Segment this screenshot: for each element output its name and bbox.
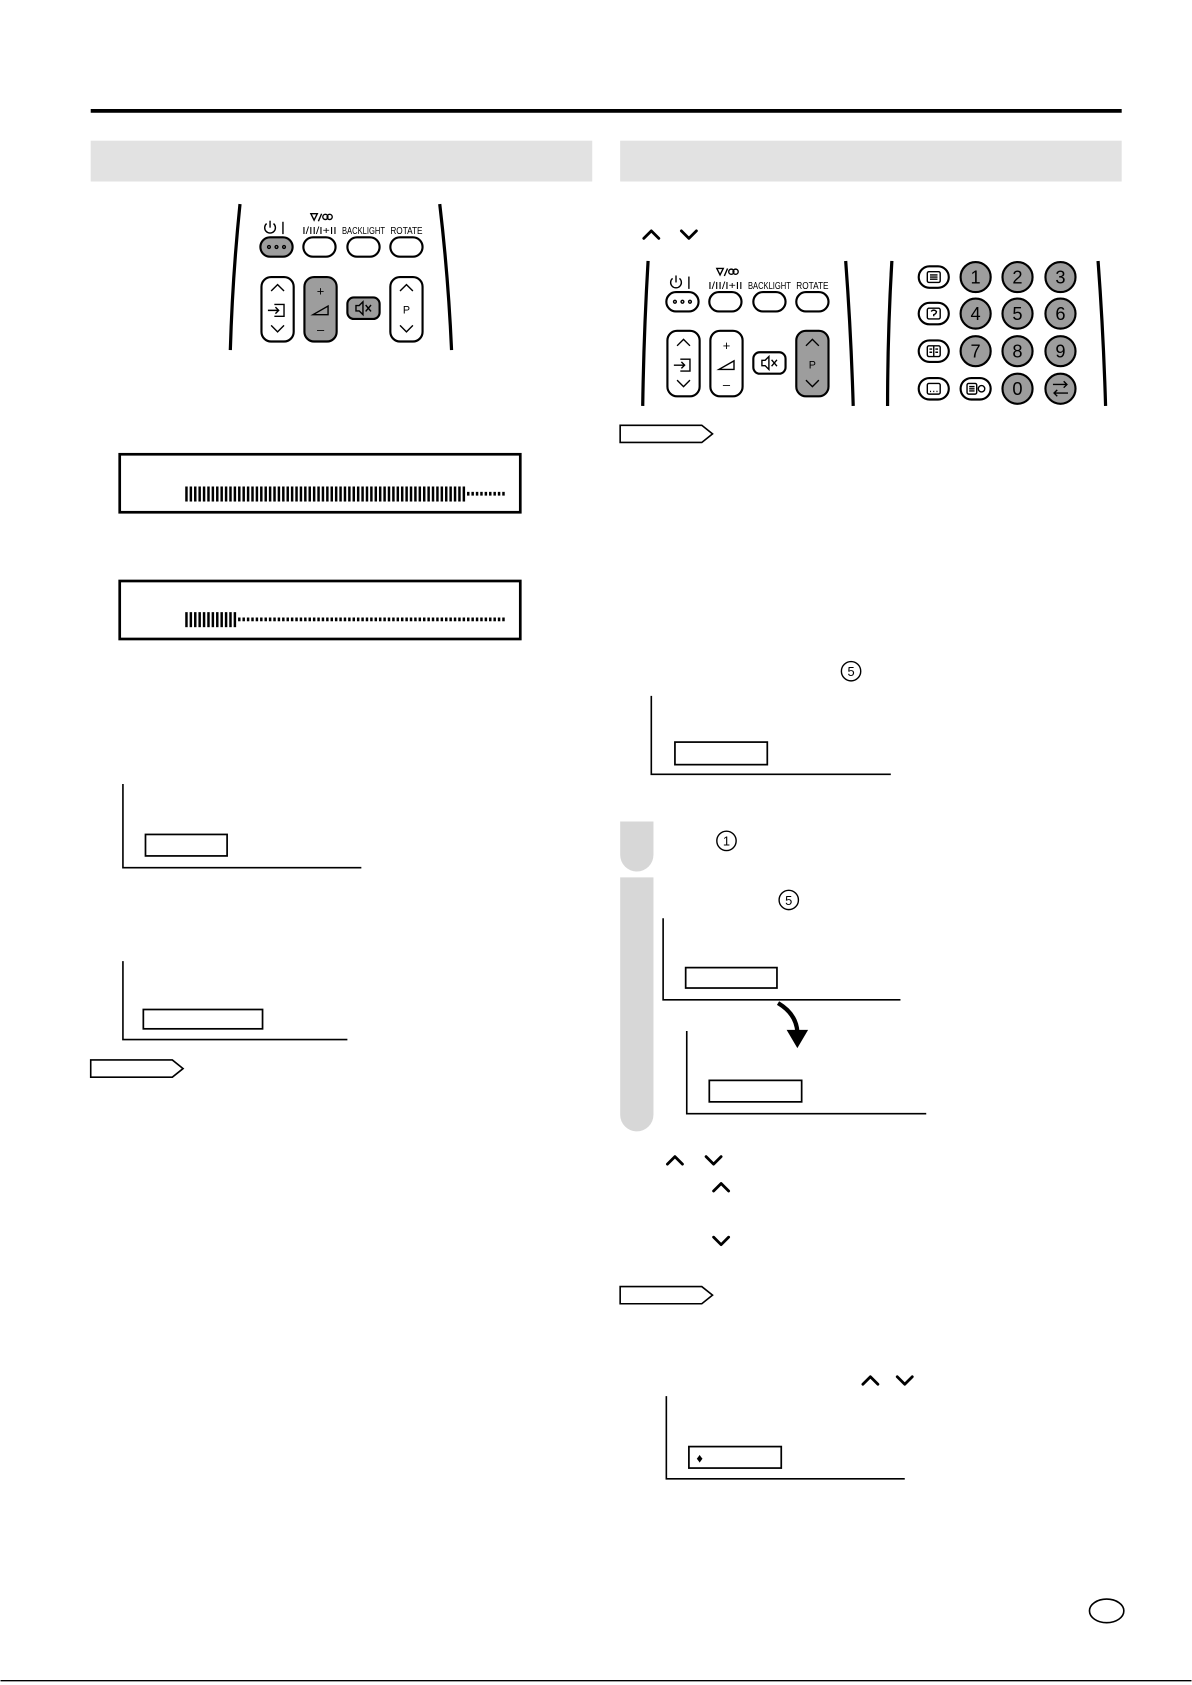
level-bar-segment-filled bbox=[309, 486, 311, 501]
level-bar-segment-empty bbox=[357, 618, 359, 622]
index-icon-lines bbox=[969, 387, 974, 391]
level-bar-segment-filled bbox=[405, 486, 407, 501]
level-bar-segment-empty bbox=[300, 618, 302, 622]
level-bar-segment-filled bbox=[353, 486, 355, 501]
level-bar-segment-filled bbox=[220, 612, 222, 627]
level-bar-segment-filled bbox=[251, 486, 253, 501]
sound-mode-label: I/II/I+II bbox=[302, 226, 337, 238]
level-display-frame bbox=[120, 454, 521, 512]
level-bar-segment-filled bbox=[216, 486, 218, 501]
level-bar-segment-filled bbox=[216, 612, 218, 627]
level-bar-segment-filled bbox=[207, 486, 209, 501]
power-button-body bbox=[666, 292, 698, 311]
circled-key bbox=[841, 662, 860, 681]
osd-display-frame bbox=[123, 961, 347, 1039]
volume-minus-label: – bbox=[316, 321, 325, 337]
input-rocker bbox=[261, 277, 293, 341]
level-bar-segment-filled bbox=[357, 486, 359, 501]
level-bar-segment-filled bbox=[291, 486, 293, 501]
level-bar-segment-filled bbox=[397, 486, 399, 501]
curved-arrow-shaft bbox=[778, 1003, 797, 1032]
level-bar-segment-filled bbox=[361, 486, 363, 501]
power-button bbox=[260, 237, 292, 256]
osd-display-frame bbox=[687, 1031, 926, 1114]
reveal-button-body bbox=[919, 303, 949, 324]
level-bar-segment-empty bbox=[335, 618, 337, 622]
level-bar-segment-filled bbox=[190, 612, 192, 627]
right-section-header-bar bbox=[620, 141, 1122, 182]
curved-arrow-head bbox=[787, 1030, 808, 1048]
digit-key-label: 7 bbox=[970, 340, 981, 362]
remote-illustration-left bbox=[230, 204, 451, 350]
chevron-up-icon bbox=[714, 1183, 729, 1191]
backlight-label: BACKLIGHT bbox=[747, 280, 791, 292]
level-bar-segment-empty bbox=[339, 618, 341, 622]
level-bar-segment-empty bbox=[322, 618, 324, 622]
level-bar-segment-filled bbox=[194, 612, 196, 627]
rotate-button bbox=[796, 292, 828, 311]
level-bar-segment-filled bbox=[203, 486, 205, 501]
level-bar-segment-filled bbox=[194, 486, 196, 501]
note-tag bbox=[620, 425, 712, 442]
power-icon bbox=[671, 275, 682, 287]
level-bar-segment-empty bbox=[379, 618, 381, 622]
level-bar-segment-empty bbox=[304, 618, 306, 622]
level-bar-segment-empty bbox=[471, 618, 473, 622]
backlight-button bbox=[753, 292, 785, 311]
level-bar-segment-empty bbox=[489, 618, 491, 622]
volume-minus-label: – bbox=[722, 376, 731, 392]
level-bar-segment-filled bbox=[185, 486, 187, 501]
level-bar-segment-empty bbox=[414, 618, 416, 622]
chevron-up-icon bbox=[863, 1377, 878, 1385]
level-bar-segment-empty bbox=[344, 618, 346, 622]
mute-button bbox=[753, 352, 785, 373]
chevron-down-icon bbox=[897, 1377, 912, 1385]
volume-plus-label: + bbox=[722, 338, 731, 354]
level-bar-segment-empty bbox=[366, 618, 368, 622]
subtitle-button bbox=[919, 378, 949, 399]
index-button bbox=[961, 378, 991, 399]
sound-mode-icon-triangle bbox=[717, 268, 723, 274]
osd-box bbox=[145, 834, 227, 855]
power-button-body bbox=[260, 237, 292, 256]
digit-key-4 bbox=[961, 299, 991, 329]
level-bar-segment-filled bbox=[401, 486, 403, 501]
level-bar-segment-filled bbox=[375, 486, 377, 501]
osd-display-frame bbox=[666, 1396, 904, 1479]
level-bar-segment-filled bbox=[348, 486, 350, 501]
level-bar-segment-empty bbox=[242, 618, 244, 622]
level-bar-segment-filled bbox=[441, 486, 443, 501]
input-rocker bbox=[667, 331, 699, 397]
program-rocker bbox=[796, 331, 828, 397]
level-bar-segment-empty bbox=[326, 618, 328, 622]
level-bar-segment-empty bbox=[419, 618, 421, 622]
sound-mode-icon-triangle bbox=[311, 214, 317, 220]
level-bar-segment-empty bbox=[375, 618, 377, 622]
level-bar-segment-empty bbox=[480, 618, 482, 622]
remote-body-edge-right bbox=[846, 261, 854, 406]
digit-key-label: 8 bbox=[1012, 340, 1023, 362]
volume-plus-label: + bbox=[316, 283, 325, 299]
sound-mode-icon bbox=[311, 214, 332, 222]
osd-box bbox=[709, 1080, 801, 1101]
circled-key-label: 5 bbox=[785, 892, 793, 908]
level-bar-segment-filled bbox=[326, 486, 328, 501]
volume-rocker bbox=[710, 331, 742, 397]
subpage-button bbox=[919, 340, 949, 361]
osd-marker: ♦ bbox=[696, 1450, 703, 1466]
level-bar-segment-filled bbox=[454, 486, 456, 501]
level-bar-segment-empty bbox=[441, 618, 443, 622]
level-bar-segment-filled bbox=[207, 612, 209, 627]
level-bar-segment-filled bbox=[286, 486, 288, 501]
level-bar-segment-empty bbox=[392, 618, 394, 622]
program-label: P bbox=[808, 359, 816, 372]
osd-box bbox=[675, 742, 767, 765]
program-rocker bbox=[390, 277, 422, 341]
level-bar-segment-filled bbox=[463, 486, 465, 501]
level-bar-segment-empty bbox=[264, 618, 266, 622]
level-bar bbox=[185, 486, 504, 501]
level-display-1 bbox=[120, 454, 521, 512]
teletext-button bbox=[919, 266, 949, 287]
level-bar-segment-empty bbox=[309, 618, 311, 622]
level-bar-segment-empty bbox=[317, 618, 319, 622]
level-bar-segment-filled bbox=[198, 612, 200, 627]
level-bar-segment-empty bbox=[427, 618, 429, 622]
level-bar-segment-empty bbox=[291, 618, 293, 622]
level-bar-segment-filled bbox=[366, 486, 368, 501]
subtitle-button-body bbox=[919, 378, 949, 399]
level-bar-segment-filled bbox=[445, 486, 447, 501]
level-bar-segment-empty bbox=[370, 618, 372, 622]
level-bar-segment-filled bbox=[256, 486, 258, 501]
sound-mode-icon bbox=[717, 268, 738, 276]
level-bar-segment-empty bbox=[247, 618, 249, 622]
level-bar-segment-empty bbox=[282, 618, 284, 622]
level-bar-segment-filled bbox=[379, 486, 381, 501]
flashback-button-body bbox=[1045, 374, 1075, 404]
level-bar-segment-filled bbox=[247, 486, 249, 501]
level-bar-segment-filled bbox=[370, 486, 372, 501]
circled-key-label: 1 bbox=[722, 833, 731, 849]
level-bar-segment-empty bbox=[489, 492, 491, 496]
level-bar-segment-empty bbox=[436, 618, 438, 622]
level-bar-segment-filled bbox=[331, 486, 333, 501]
reveal-button bbox=[919, 303, 949, 324]
sound-mode-icon-slash bbox=[318, 214, 321, 222]
digit-key-6 bbox=[1045, 299, 1075, 329]
level-bar-segment-filled bbox=[278, 486, 280, 501]
digit-key-9 bbox=[1045, 336, 1075, 366]
chevron-up-icon bbox=[644, 231, 659, 239]
page-number-oval bbox=[1089, 1599, 1123, 1623]
level-bar-segment-empty bbox=[361, 618, 363, 622]
circled-key-label: 5 bbox=[847, 664, 855, 680]
level-bar-segment-empty bbox=[498, 492, 500, 496]
digit-key-3 bbox=[1045, 262, 1075, 292]
level-bar-segment-filled bbox=[388, 486, 390, 501]
digit-key-8 bbox=[1002, 336, 1032, 366]
note-tag bbox=[91, 1060, 183, 1077]
level-bar-segment-filled bbox=[313, 486, 315, 501]
level-bar-segment-empty bbox=[498, 618, 500, 622]
level-bar-segment-empty bbox=[458, 618, 460, 622]
digit-key-7 bbox=[961, 336, 991, 366]
digit-key-label: 5 bbox=[1012, 303, 1023, 325]
level-bar-segment-filled bbox=[458, 486, 460, 501]
chevron-down-icon bbox=[681, 231, 696, 239]
level-bar-segment-filled bbox=[269, 486, 271, 501]
digit-key-0 bbox=[1002, 374, 1032, 404]
step-tab-1 bbox=[620, 822, 653, 872]
level-bar-segment-filled bbox=[212, 612, 214, 627]
digit-key-label: 3 bbox=[1055, 266, 1066, 288]
digit-key-label: 0 bbox=[1012, 378, 1023, 400]
level-bar-segment-empty bbox=[463, 618, 465, 622]
level-bar-segment-filled bbox=[317, 486, 319, 501]
level-bar-segment-empty bbox=[480, 492, 482, 496]
level-bar-segment-empty bbox=[278, 618, 280, 622]
level-bar-segment-empty bbox=[269, 618, 271, 622]
digit-key-label: 6 bbox=[1055, 303, 1066, 325]
chevron-down-icon bbox=[714, 1237, 729, 1245]
circled-key bbox=[779, 890, 798, 909]
level-bar-segment-filled bbox=[322, 486, 324, 501]
osd-box bbox=[686, 968, 777, 988]
power-button bbox=[666, 292, 698, 311]
level-bar-segment-filled bbox=[339, 486, 341, 501]
index-button-body bbox=[961, 378, 991, 399]
mute-button bbox=[347, 297, 379, 318]
level-bar-segment-filled bbox=[410, 486, 412, 501]
level-bar-segment-empty bbox=[467, 492, 469, 496]
level-bar-segment-empty bbox=[493, 492, 495, 496]
level-bar-segment-filled bbox=[198, 486, 200, 501]
level-bar-segment-filled bbox=[234, 486, 236, 501]
level-bar-segment-empty bbox=[445, 618, 447, 622]
level-bar-segment-empty bbox=[401, 618, 403, 622]
remote-body-edge-left bbox=[643, 261, 648, 406]
teletext-icon-lines bbox=[930, 275, 938, 279]
keypad-body-edge-right bbox=[1098, 261, 1106, 406]
chevron-down-icon bbox=[706, 1157, 721, 1165]
level-bar-segment-filled bbox=[423, 486, 425, 501]
curved-arrow-icon bbox=[778, 1003, 808, 1048]
level-bar-segment-filled bbox=[414, 486, 416, 501]
level-bar-segment-filled bbox=[185, 612, 187, 627]
level-bar-segment-empty bbox=[502, 492, 504, 496]
level-bar-segment-filled bbox=[427, 486, 429, 501]
level-bar-segment-empty bbox=[485, 618, 487, 622]
level-bar-segment-filled bbox=[220, 486, 222, 501]
level-bar-segment-empty bbox=[476, 618, 478, 622]
sound-mode-label: I/II/I+II bbox=[708, 280, 743, 292]
level-bar-segment-empty bbox=[383, 618, 385, 622]
level-bar-segment-filled bbox=[304, 486, 306, 501]
remote-body-edge-right bbox=[440, 204, 452, 350]
rotate-button bbox=[390, 237, 422, 256]
level-bar-segment-filled bbox=[229, 486, 231, 501]
level-bar-segment-filled bbox=[432, 486, 434, 501]
level-bar-segment-filled bbox=[300, 486, 302, 501]
digit-key-5 bbox=[1002, 299, 1032, 329]
level-bar-segment-empty bbox=[313, 618, 315, 622]
power-icon bbox=[265, 221, 276, 233]
backlight-label: BACKLIGHT bbox=[342, 226, 386, 238]
level-bar-segment-empty bbox=[454, 618, 456, 622]
level-bar bbox=[185, 612, 504, 627]
level-bar-segment-filled bbox=[260, 486, 262, 501]
level-bar-segment-filled bbox=[225, 486, 227, 501]
keypad-illustration bbox=[888, 261, 1106, 406]
level-bar-segment-empty bbox=[502, 618, 504, 622]
osd-box bbox=[143, 1009, 262, 1028]
digit-key-label: 2 bbox=[1012, 266, 1023, 288]
level-bar-segment-empty bbox=[286, 618, 288, 622]
level-bar-segment-empty bbox=[256, 618, 258, 622]
level-bar-segment-filled bbox=[212, 486, 214, 501]
level-bar-segment-filled bbox=[392, 486, 394, 501]
step-tab-2 bbox=[620, 877, 653, 1131]
level-bar-segment-empty bbox=[238, 618, 240, 622]
digit-key-label: 1 bbox=[970, 266, 981, 288]
keypad-body-edge-left bbox=[888, 261, 892, 406]
sound-mode-button bbox=[303, 237, 335, 256]
level-bar-segment-empty bbox=[260, 618, 262, 622]
flashback-button bbox=[1045, 374, 1075, 404]
level-bar-segment-empty bbox=[251, 618, 253, 622]
osd-display-frame bbox=[651, 696, 890, 774]
level-bar-segment-empty bbox=[388, 618, 390, 622]
level-bar-segment-empty bbox=[397, 618, 399, 622]
level-bar-segment-empty bbox=[423, 618, 425, 622]
level-bar-segment-filled bbox=[273, 486, 275, 501]
top-rule bbox=[91, 109, 1122, 113]
digit-key-2 bbox=[1002, 262, 1032, 292]
level-bar-segment-empty bbox=[471, 492, 473, 496]
level-bar-segment-filled bbox=[282, 486, 284, 501]
level-bar-segment-filled bbox=[344, 486, 346, 501]
level-bar-segment-empty bbox=[348, 618, 350, 622]
level-bar-segment-filled bbox=[264, 486, 266, 501]
level-display-frame bbox=[120, 581, 521, 639]
level-bar-segment-empty bbox=[295, 618, 297, 622]
left-section-header-bar bbox=[91, 141, 593, 182]
level-bar-segment-filled bbox=[383, 486, 385, 501]
level-bar-segment-empty bbox=[273, 618, 275, 622]
level-bar-segment-filled bbox=[419, 486, 421, 501]
level-bar-segment-filled bbox=[225, 612, 227, 627]
sound-mode-icon-slash bbox=[724, 268, 727, 276]
level-bar-segment-filled bbox=[203, 612, 205, 627]
circled-key bbox=[717, 831, 736, 850]
remote-illustration-right bbox=[666, 268, 829, 396]
chevron-up-icon bbox=[667, 1157, 682, 1165]
level-bar-segment-filled bbox=[229, 612, 231, 627]
digit-key-1 bbox=[961, 262, 991, 292]
rotate-label: ROTATE bbox=[796, 280, 829, 292]
volume-rocker bbox=[304, 277, 336, 341]
remote-body-edge-left bbox=[230, 204, 240, 350]
level-bar-segment-filled bbox=[295, 486, 297, 501]
rotate-label: ROTATE bbox=[390, 226, 424, 238]
program-label: P bbox=[402, 304, 411, 317]
level-bar-segment-empty bbox=[476, 492, 478, 496]
level-bar-segment-empty bbox=[353, 618, 355, 622]
level-bar-segment-empty bbox=[493, 618, 495, 622]
osd-display-frame bbox=[123, 784, 361, 868]
level-bar-segment-empty bbox=[467, 618, 469, 622]
level-bar-segment-filled bbox=[234, 612, 236, 627]
level-bar-segment-empty bbox=[432, 618, 434, 622]
digit-key-label: 4 bbox=[970, 303, 981, 325]
sound-mode-button bbox=[709, 292, 741, 311]
level-bar-segment-filled bbox=[335, 486, 337, 501]
note-tag bbox=[620, 1287, 712, 1304]
level-bar-segment-empty bbox=[410, 618, 412, 622]
level-bar-segment-filled bbox=[238, 486, 240, 501]
level-bar-segment-filled bbox=[190, 486, 192, 501]
level-display-2 bbox=[120, 581, 521, 639]
level-bar-segment-filled bbox=[242, 486, 244, 501]
level-bar-segment-filled bbox=[436, 486, 438, 501]
level-bar-segment-empty bbox=[331, 618, 333, 622]
digit-key-label: 9 bbox=[1055, 340, 1066, 362]
osd-display-frame bbox=[663, 918, 900, 1000]
level-bar-segment-empty bbox=[405, 618, 407, 622]
backlight-button bbox=[347, 237, 379, 256]
level-bar-segment-filled bbox=[449, 486, 451, 501]
level-bar-segment-empty bbox=[485, 492, 487, 496]
level-bar-segment-empty bbox=[449, 618, 451, 622]
